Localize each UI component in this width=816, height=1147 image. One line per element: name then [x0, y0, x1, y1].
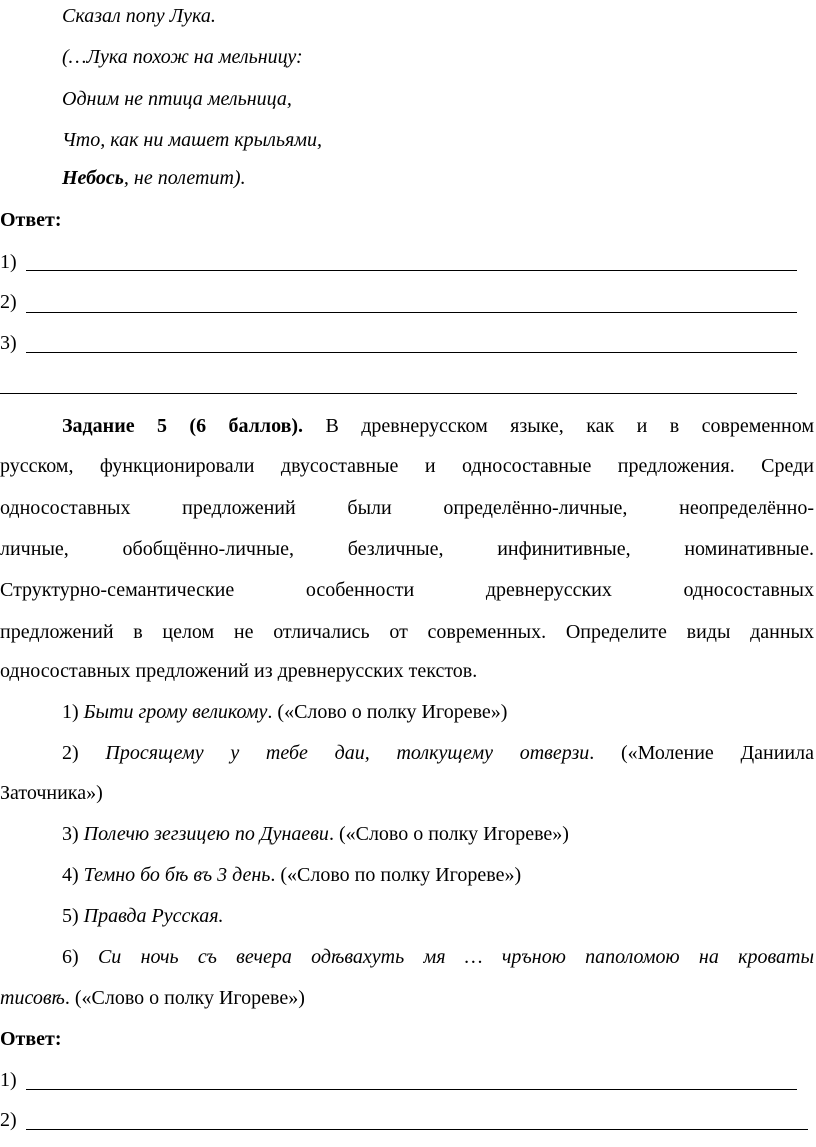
task5-item-2-cont: Заточника»)	[0, 782, 103, 804]
item-source: . («Слово о полку Игореве»)	[267, 701, 508, 723]
task5-item-6-cont	[0, 986, 305, 1010]
answer1-label-3: 3)	[0, 332, 17, 354]
poem-line-1: Сказал попу Лука.	[62, 5, 216, 27]
answer-heading-2: Ответ:	[0, 1028, 62, 1050]
item-quote: Просящему у тебе даи, толкущему отверзи	[105, 742, 590, 764]
task5-line-1-rest: В древнерусском языке, как и в современном	[325, 415, 814, 437]
item-number: 5)	[62, 905, 79, 927]
poem-line-5-rest: , не полетит).	[123, 167, 246, 189]
task5-item-2	[62, 741, 814, 765]
item-source: . («Слово по полку Игореве»)	[270, 864, 522, 886]
task5-item-1	[62, 700, 507, 724]
item-number: 3)	[62, 823, 79, 845]
item-number: 2)	[62, 742, 79, 764]
answer1-label-1: 1)	[0, 251, 17, 273]
task5-line-4: личные, обобщённо-личные, безличные, инфинитивные, номинативные.	[0, 538, 814, 560]
item-source: . («Слово о полку Игореве»)	[64, 987, 305, 1009]
answer1-label-2: 2)	[0, 291, 17, 313]
item-quote: Быти грому великому	[83, 701, 268, 723]
task5-line-7: односоставных предложений из древнерусских текстов.	[0, 660, 478, 682]
task5-item-3	[62, 822, 569, 846]
answer1-field-1[interactable]	[26, 270, 797, 271]
answer2-field-1[interactable]	[26, 1089, 797, 1090]
poem-line-3: Одним не птица мельница,	[62, 88, 292, 110]
item-number: 4)	[62, 864, 79, 886]
answer1-field-4[interactable]	[0, 393, 797, 394]
answer2-field-2[interactable]	[26, 1129, 808, 1130]
task5-item-6	[62, 945, 814, 969]
item-quote: Правда Русская.	[83, 905, 224, 927]
item-quote-cont: тисовѣ	[0, 987, 65, 1009]
answer1-field-3[interactable]	[26, 352, 797, 353]
poem-line-5	[62, 166, 246, 190]
poem-line-4: Что, как ни машет крыльями,	[62, 129, 323, 151]
poem-line-2: (…Лука похож на мельницу:	[62, 46, 303, 68]
task5-line-2: русском, функционировали двусоставные и односоставные предложения. Среди	[0, 455, 814, 477]
task5-line-6: предложений в целом не отличались от современных. Определите виды данных	[0, 621, 814, 643]
item-quote: Си ночь съ вечера одѣвахуть мя … чръною паполомою на кроваты	[97, 946, 814, 968]
item-quote: Темно бо бѣ въ 3 день	[83, 864, 271, 886]
task5-line-5: Структурно-семантические особенности древнерусских односоставных	[0, 579, 814, 601]
item-source: . («Слово о полку Игореве»)	[328, 823, 569, 845]
item-number: 1)	[62, 701, 79, 723]
answer2-label-1: 1)	[0, 1069, 17, 1091]
answer2-label-2: 2)	[0, 1109, 17, 1131]
item-quote: Полечю зегзицею по Дунаеви	[83, 823, 329, 845]
task5-item-4	[62, 863, 521, 887]
task5-line-3: односоставных предложений были определённо-личные, неопределённо-	[0, 497, 814, 519]
poem-bold-word: Небось	[62, 167, 124, 189]
item-source: . («Моление Даниила	[589, 742, 814, 764]
answer-heading-1: Ответ:	[0, 209, 62, 231]
task5-title: Задание 5 (6 баллов).	[62, 415, 304, 437]
task5-line-1	[62, 414, 814, 438]
answer1-field-2[interactable]	[26, 312, 797, 313]
item-number: 6)	[62, 946, 79, 968]
task5-item-5	[62, 904, 224, 928]
